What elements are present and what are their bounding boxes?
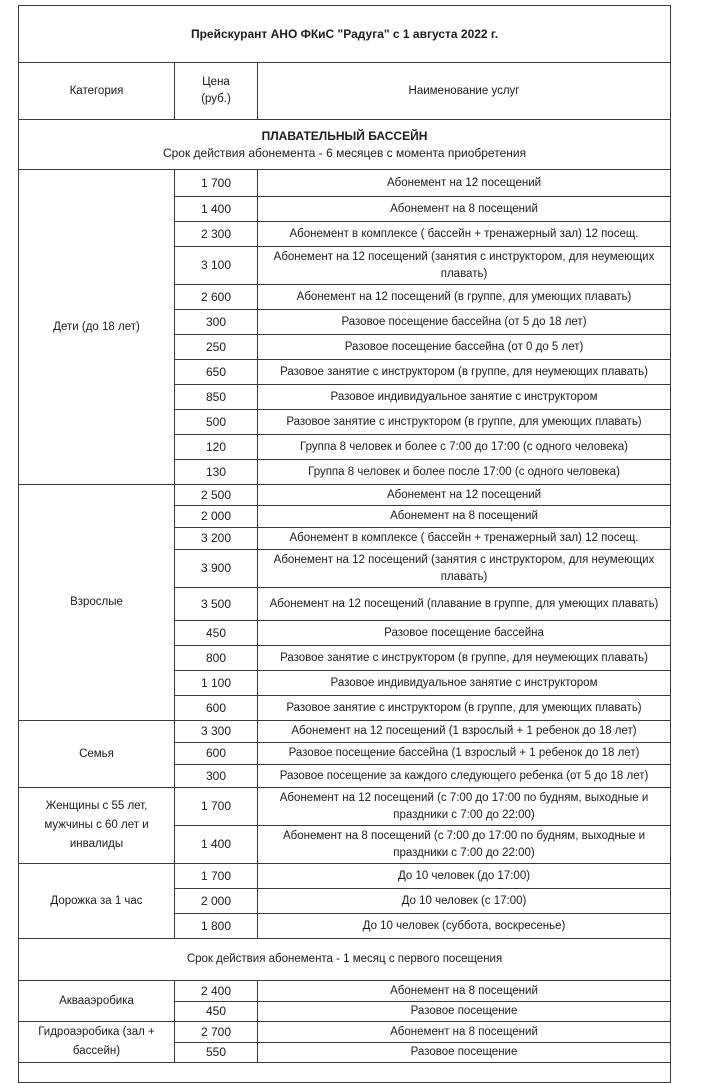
service-cell: Разовое занятие с инструктором (в группе, для умеющих плавать) [258,410,671,435]
section-pool-row [19,120,671,170]
price-cell: 1 700 [175,170,258,197]
price-cell: 250 [175,335,258,360]
table-row [19,981,671,1002]
category-cell: Взрослые [19,485,175,721]
service-cell: Абонемент на 12 посещений (в группе, для умеющих плавать) [258,285,671,310]
price-cell: 600 [175,743,258,765]
service-cell: Разовое посещение за каждого следующего ребенка (от 5 до 18 лет) [258,765,671,788]
service-cell: Разовое посещение бассейна (1 взрослый + 1 ребенок до 18 лет) [258,743,671,765]
service-cell: Абонемент на 12 посещений (1 взрослый + 1 ребенок до 18 лет) [258,721,671,743]
price-cell: 1 400 [175,197,258,222]
price-cell: 800 [175,646,258,671]
table-row [19,170,671,197]
price-cell: 2 400 [175,981,258,1002]
price-cell: 500 [175,410,258,435]
service-cell: Разовое посещение [258,1043,671,1063]
table-row [19,864,671,889]
price-cell: 3 500 [175,588,258,621]
price-cell: 120 [175,435,258,460]
service-cell: Разовое занятие с инструктором (в группе, для неумеющих плавать) [258,646,671,671]
price-cell: 600 [175,696,258,721]
category-cell: Гидроаэробика (зал + бассейн) [19,1022,175,1063]
service-cell: До 10 человек (суббота, воскресенье) [258,914,671,939]
price-cell: 2 500 [175,485,258,506]
section-pool-subtitle: Срок действия абонемента - 6 месяцев с момента приобретения [162,145,527,160]
price-table [18,5,671,1083]
service-cell: Абонемент на 8 посещений [258,981,671,1002]
price-cell: 2 600 [175,285,258,310]
price-cell: 1 400 [175,826,258,864]
price-cell: 450 [175,621,258,646]
price-cell: 2 000 [175,506,258,528]
service-cell: Абонемент на 8 посещений [258,1022,671,1043]
price-list-document [18,5,670,1080]
service-cell: Абонемент в комплексе ( бассейн + тренажерный зал) 12 посещ. [258,528,671,550]
table-row [19,485,671,506]
price-cell: 3 100 [175,247,258,285]
category-cell: Аквааэробика [19,981,175,1022]
service-cell: Абонемент на 12 посещений [258,170,671,197]
service-cell: До 10 человек (до 17:00) [258,864,671,889]
price-cell: 3 900 [175,550,258,588]
price-cell: 2 700 [175,1022,258,1043]
header-category: Категория [19,63,175,120]
price-cell: 300 [175,765,258,788]
title-row [19,6,671,63]
service-cell: Абонемент на 12 посещений [258,485,671,506]
header-row [19,63,671,120]
service-cell: Разовое занятие с инструктором (в группе, для умеющих плавать) [258,696,671,721]
service-cell: Группа 8 человек и более с 7:00 до 17:00 (с одного человека) [258,435,671,460]
table-row [19,1022,671,1043]
section-pool-title: ПЛАВАТЕЛЬНЫЙ БАССЕЙН [261,128,428,143]
price-cell: 2 000 [175,889,258,914]
category-cell: Женщины с 55 лет, мужчины с 60 лет и инвалиды [19,788,175,864]
service-cell: Разовое посещение бассейна [258,621,671,646]
category-cell: Дорожка за 1 час [19,864,175,939]
service-cell: Разовое занятие с инструктором (в группе, для неумеющих плавать) [258,360,671,385]
price-cell: 130 [175,460,258,485]
service-cell: Абонемент на 12 посещений (с 7:00 до 17:00 по будням, выходные и праздники с 7:00 до 22:00) [258,788,671,826]
header-price: Цена (руб.) [175,63,258,120]
header-service: Наименование услуг [258,63,671,120]
price-cell: 450 [175,1002,258,1022]
service-cell: Разовое посещение бассейна (от 0 до 5 лет) [258,335,671,360]
service-cell: Абонемент в комплексе ( бассейн + тренажерный зал) 12 посещ. [258,222,671,247]
service-cell: Разовое индивидуальное занятие с инструктором [258,671,671,696]
price-cell: 2 300 [175,222,258,247]
price-cell: 1 800 [175,914,258,939]
price-cell: 3 200 [175,528,258,550]
category-cell: Дети (до 18 лет) [19,170,175,485]
price-cell: 3 300 [175,721,258,743]
document-title: Прейскурант АНО ФКиС "Радуга" с 1 августа 2022 г. [19,6,671,63]
service-cell: Абонемент на 12 посещений (плавание в группе, для умеющих плавать) [258,588,671,621]
price-cell: 1 700 [175,788,258,826]
table-row [19,788,671,826]
price-cell: 850 [175,385,258,410]
service-cell: Разовое посещение бассейна (от 5 до 18 лет) [258,310,671,335]
price-cell: 1 100 [175,671,258,696]
service-cell: Разовое индивидуальное занятие с инструктором [258,385,671,410]
service-cell: Разовое посещение [258,1002,671,1022]
service-cell: Абонемент на 8 посещений [258,197,671,222]
price-cell: 550 [175,1043,258,1063]
service-cell: Группа 8 человек и более после 17:00 (с одного человека) [258,460,671,485]
service-cell: Абонемент на 8 посещений (с 7:00 до 17:00 по будням, выходные и праздники с 7:00 до 22:00) [258,826,671,864]
section-month-subtitle: Срок действия абонемента - 1 месяц с первого посещения [19,939,671,981]
service-cell: Абонемент на 8 посещений [258,506,671,528]
table-row [19,721,671,743]
section-month-row [19,939,671,981]
service-cell: Абонемент на 12 посещений (занятия с инструктором, для неумеющих плавать) [258,550,671,588]
service-cell: До 10 человек (с 17:00) [258,889,671,914]
service-cell: Абонемент на 12 посещений (занятия с инструктором, для неумеющих плавать) [258,247,671,285]
section-pool [19,120,671,170]
price-cell: 300 [175,310,258,335]
price-cell: 650 [175,360,258,385]
price-cell: 1 700 [175,864,258,889]
category-cell: Семья [19,721,175,788]
